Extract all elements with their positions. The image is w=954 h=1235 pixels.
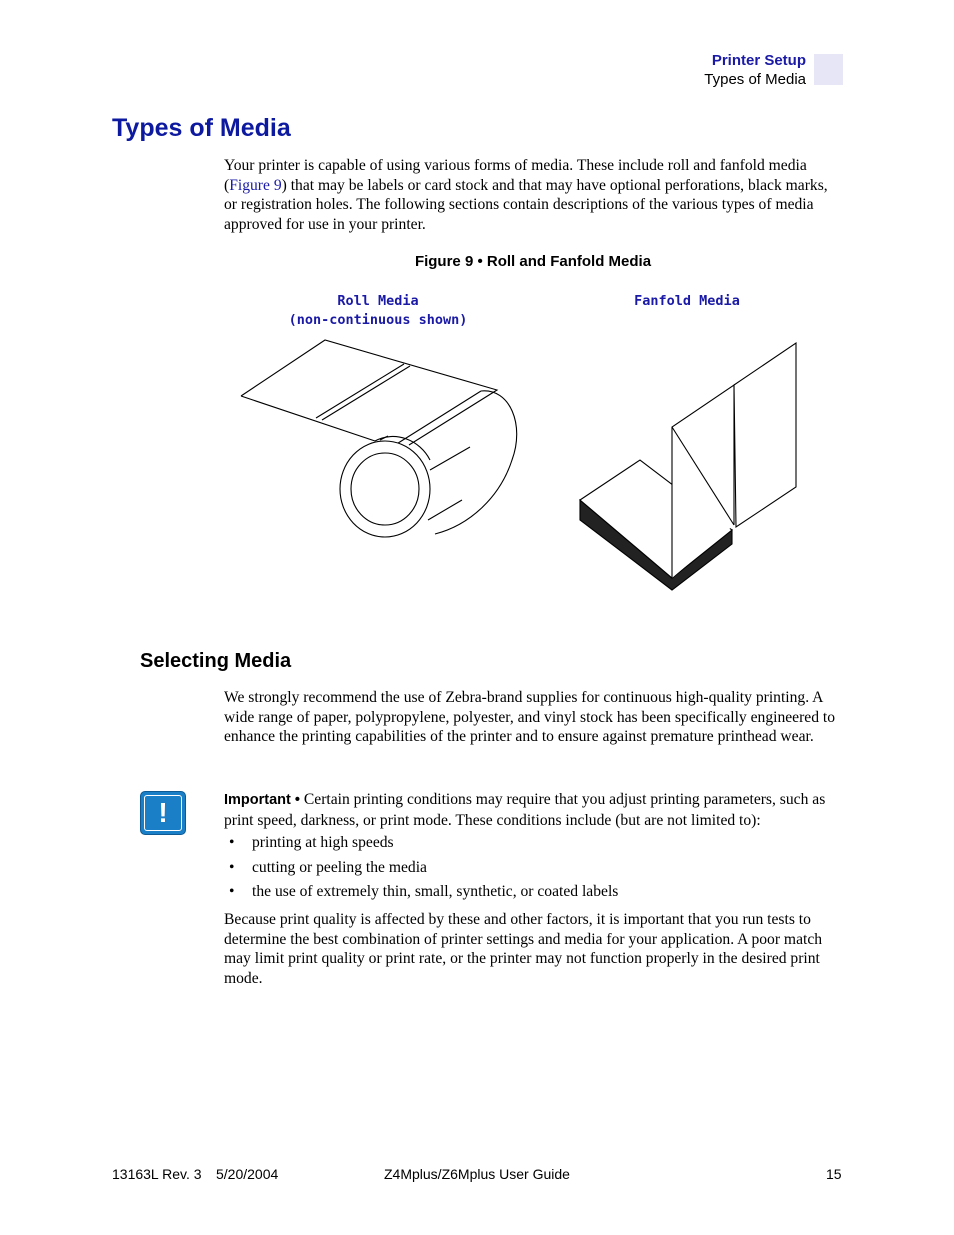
important-icon (140, 791, 186, 835)
bullet-icon: • (229, 883, 235, 900)
footer-date: 5/20/2004 (216, 1166, 279, 1182)
list-item (224, 882, 618, 907)
bullet-icon: • (229, 858, 235, 876)
intro-text-pre: Your printer is capable of using various forms of media. These include roll and fanfold media ( (224, 157, 807, 194)
exclamation-icon: ! (144, 795, 182, 831)
important-text: Certain printing conditions may require that you adjust printing parameters, such as print speed, darkness, or print mode. These conditions include (but are not limited to): (224, 791, 826, 829)
roll-media-label (268, 292, 488, 330)
roll-media-label-line2: (non-continuous shown) (288, 312, 468, 328)
intro-paragraph (224, 156, 842, 235)
list-item (224, 833, 618, 858)
page-title: Types of Media (112, 114, 291, 142)
roll-media-illustration (241, 340, 517, 537)
selecting-media-paragraph: We strongly recommend the use of Zebra-brand supplies for continuous high-quality printing. A wide range of paper, polypropylene, polyester, and vinyl stock has been specifically engineered to enhance the printing capabilities of the printer and to ensure against premature printhead wear. (224, 689, 836, 746)
list-item-text: cutting or peeling the media (252, 858, 427, 876)
footer-page-number: 15 (826, 1166, 842, 1182)
figure-caption: Figure 9 • Roll and Fanfold Media (414, 253, 652, 270)
list-item-text: the use of extremely thin, small, synthetic, or coated labels (252, 883, 619, 900)
header-tab-marker (814, 54, 843, 85)
footer-guide-title: Z4Mplus/Z6Mplus User Guide (384, 1166, 570, 1182)
header-section-title: Printer Setup (711, 52, 806, 69)
list-item (224, 858, 618, 883)
fanfold-media-illustration (580, 343, 796, 590)
roll-media-label-line1: Roll Media (337, 293, 419, 309)
important-label: Important • (224, 792, 300, 808)
figure-9-link[interactable]: Figure 9 (229, 176, 282, 194)
closing-paragraph: Because print quality is affected by these and other factors, it is important that you run tests to determine the best combination of printer settings and media for your application. A poor match may limit print quality or print rate, or the printer may not function properly in the desired print mode. (224, 911, 823, 988)
important-note (224, 790, 842, 830)
conditions-list (224, 833, 618, 907)
footer-doc-id: 13163L Rev. 3 (112, 1166, 202, 1182)
roll-and-fanfold-illustration (230, 330, 810, 592)
bullet-icon: • (229, 834, 235, 851)
fanfold-media-label: Fanfold Media (634, 293, 740, 309)
intro-text-post: ) that may be labels or card stock and that may have optional perforations, black marks, or registration holes. The following sections contain descriptions of the various types of media approved for use in your printer. (224, 176, 828, 234)
list-item-text: printing at high speeds (252, 834, 394, 851)
header-subsection-title: Types of Media (704, 71, 806, 88)
selecting-media-heading: Selecting Media (140, 650, 292, 672)
